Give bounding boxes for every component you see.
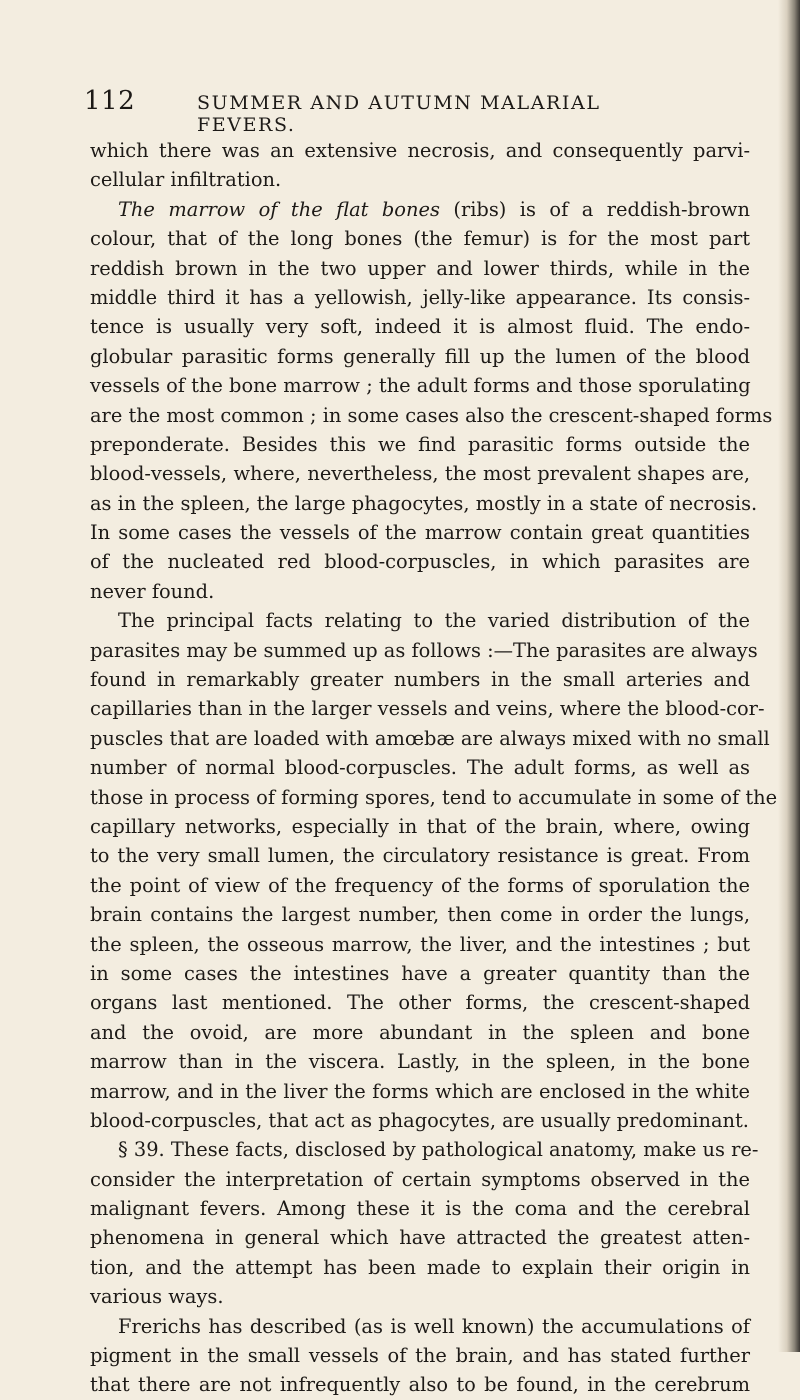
text-line: in some cases the intestines have a greater quantity than the: [90, 961, 750, 985]
text-line: of the nucleated red blood-corpuscles, in which parasites are: [90, 550, 750, 574]
running-head: SUMMER AND AUTUMN MALARIAL FEVERS.: [197, 92, 601, 136]
page-edge-shadow: [778, 0, 800, 1352]
body-text: [90, 136, 778, 1400]
text-run: (ribs) is of a reddish-brown: [439, 197, 750, 221]
text-line: as in the spleen, the large phagocytes, mostly in a state of necrosis.: [90, 491, 758, 515]
text-line: marrow than in the viscera. Lastly, in the spleen, in the bone: [90, 1050, 750, 1074]
text-line: phenomena in general which have attracted the greatest atten-: [90, 1226, 750, 1250]
text-line: are the most common ; in some cases also the crescent-shaped forms: [90, 403, 773, 427]
text-line: blood-vessels, where, nevertheless, the most prevalent shapes are,: [90, 462, 750, 486]
text-line: found in remarkably greater numbers in the small arteries and: [90, 668, 750, 692]
text-line: to the very small lumen, the circulatory resistance is great. From: [90, 844, 750, 868]
text-line: [90, 195, 750, 224]
text-line: the point of view of the frequency of the forms of sporulation the: [90, 873, 750, 897]
text-line: those in process of forming spores, tend to accumulate in some of the: [90, 785, 778, 809]
text-line: number of normal blood-corpuscles. The adult forms, as well as: [90, 756, 750, 780]
text-line: which there was an extensive necrosis, and consequently parvi-: [90, 139, 750, 162]
text-line: malignant fevers. Among these it is the coma and the cerebral: [90, 1197, 750, 1221]
text-line: vessels of the bone marrow ; the adult forms and those sporulating: [90, 374, 751, 398]
text-line: tion, and the attempt has been made to explain their origin in: [90, 1255, 750, 1279]
text-line: organs last mentioned. The other forms, the crescent-shaped: [90, 991, 750, 1015]
text-line: tence is usually very soft, indeed it is almost fluid. The endo-: [90, 315, 750, 339]
text-line: globular parasitic forms generally fill up the lumen of the blood: [90, 344, 750, 368]
text-line: and the ovoid, are more abundant in the spleen and bone: [90, 1020, 750, 1044]
text-line: various ways.: [90, 1285, 224, 1309]
text-line: reddish brown in the two upper and lower thirds, while in the: [90, 256, 750, 280]
text-line: puscles that are loaded with amœbæ are always mixed with no small: [90, 726, 770, 750]
text-line: that there are not infrequently also to be found, in the cerebrum: [90, 1373, 750, 1397]
text-line: pigment in the small vessels of the brain, and has stated further: [90, 1344, 750, 1368]
text-line: capillary networks, especially in that of the brain, where, owing: [90, 814, 750, 838]
italic-phrase: The marrow of the flat bones: [118, 197, 440, 221]
text-line: blood-corpuscles, that act as phagocytes, are usually predominant.: [90, 1108, 749, 1132]
text-line: parasites may be summed up as follows :—The parasites are always: [90, 638, 758, 662]
text-line: capillaries than in the larger vessels and veins, where the blood-cor-: [90, 697, 765, 721]
text-line: Frerichs has described (as is well known) the accumulations of: [118, 1314, 750, 1338]
text-line: colour, that of the long bones (the femur) is for the most part: [90, 227, 750, 251]
text-line: brain contains the largest number, then come in order the lungs,: [90, 903, 750, 927]
text-line: preponderate. Besides this we find parasitic forms outside the: [90, 432, 750, 456]
text-line: never found.: [90, 579, 215, 603]
text-line: middle third it has a yellowish, jelly-like appearance. Its consis-: [90, 285, 750, 309]
text-line: In some cases the vessels of the marrow contain great quantities: [90, 521, 750, 545]
text-line: marrow, and in the liver the forms which are enclosed in the white: [90, 1079, 750, 1103]
text-line: The principal facts relating to the varied distribution of the: [118, 609, 750, 633]
text-line: cellular infiltration.: [90, 168, 282, 192]
page-header: [84, 86, 684, 136]
text-line: § 39. These facts, disclosed by pathological anatomy, make us re-: [118, 1138, 759, 1162]
text-line: the spleen, the osseous marrow, the liver, and the intestines ; but: [90, 932, 750, 956]
page-number: 112: [84, 86, 136, 116]
text-line: consider the interpretation of certain symptoms observed in the: [90, 1167, 750, 1191]
